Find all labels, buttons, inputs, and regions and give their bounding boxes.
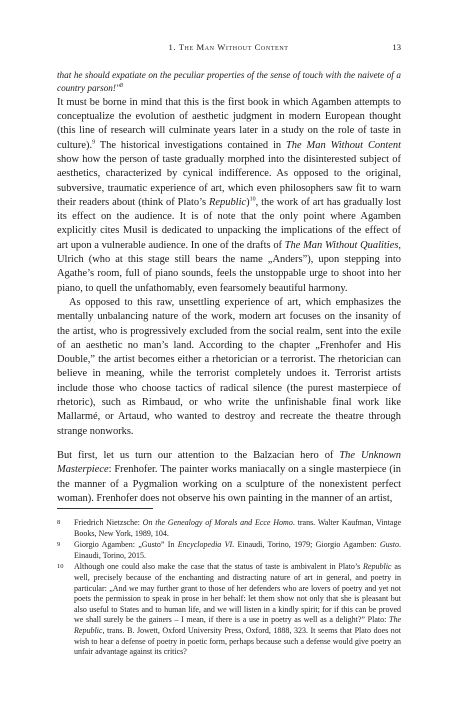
running-title: 1. The Man Without Content (168, 42, 289, 52)
book-title: Republic (209, 196, 247, 208)
footnote-item (57, 540, 401, 561)
text-run: But first, let us turn our attention to the Balzacian hero of (57, 449, 340, 461)
footnote-rule (57, 508, 153, 509)
text-run: ) (246, 196, 250, 208)
book-title: Republic (363, 562, 392, 572)
text-run: as well, precisely because of the enchanting and distracting nature of art in general, and poetry in particular: „And we may further grant to those of her defenders who are lovers of poetry and yet not poets the permission to speak in prose in her behalf: let them show not only that she is pleasant but also useful to States and to human life, and we will listen in a kindly spirit; for if this can be proved we shall surely be the gainers – I mean, if there is a use in poetry as well as a delight?” Plato: (74, 562, 401, 625)
text-run: It must be borne in mind that this is the first book in which Agamben attempts to conceptualize the evolution of aesthetic judgment in modern European thought (this line of research will culminate years later in a study on the role of taste in culture). (57, 96, 401, 151)
footnote-ref: 8 (119, 83, 123, 90)
text-run: Friedrich Nietzsche: (74, 518, 143, 527)
text-run: Although one could also make the case that the status of taste is ambivalent in Plato’s (74, 562, 364, 572)
page-number: 13 (392, 42, 401, 52)
text-run: . Einaudi, Torino, 1979; Giorgio Agamben: (232, 540, 380, 550)
book-title: Encyclopedia VI (177, 540, 233, 550)
paragraph-2: As opposed to this raw, unsettling experience of art, which emphasizes the mentally unbalancing nature of the work, modern art focuses on the insanity of the artist, who is progressively excluded from the social realm, sent into the exile of an aesthetic no man’s land. According to the chapter „Frenhofer and His Double,” the artist becomes either a rhetorician or a terrorist. The rhetorician can believe in meaning, while the terrorist completely undoes it. Terrorist artists include those who choose tactics of radical silence (the purest masterpiece of rhetoric), such as Rimbaud, or who write the unfinishable final work like Mallarmé, or Artaud, who wanted to destroy and recreate the theatre through strange nonworks. (57, 296, 401, 437)
paragraph-3 (57, 449, 401, 506)
main-text (57, 69, 401, 506)
footnote-number: 10 (57, 563, 64, 571)
text-run: , the work of art has gradually lost its effect on the audience. It is of note that the only point where Agamben explicitly cites Musil is dedicated to unpacking the implications of the effect of art upon a vulnerable audience. In one of the drafts of (57, 196, 401, 251)
text-run: : Frenhofer. The painter works maniacally on a single masterpiece (in the manner of a Pygmalion working on a sculpture of the nonexistent perfect woman). Frenhofer does not observe his own painting in the manner of an artist, (57, 464, 401, 504)
book-title: The Unknown Masterpiece (57, 449, 401, 476)
footnote-number: 9 (57, 541, 61, 549)
footnote-ref: 10 (249, 196, 256, 203)
text-run: . Einaudi, Torino, 2015. (74, 540, 401, 560)
text-run: Giorgio Agamben: „Gusto” In (74, 540, 178, 550)
footnotes (57, 518, 401, 659)
book-title: On the Genealogy of Morals and Ecce Homo (142, 518, 293, 527)
quote-text: that he should expatiate on the peculiar properties of the sense of touch with the naivete of a country parson!" (57, 70, 401, 94)
text-run: , trans. B. Jowett, Oxford University Press, Oxford, 1888, 323. It seems that Plato does not wish to hear a defense of poetry in poetic form, perhaps because such a defense would give poetry an unfair advantage against its critics? (74, 625, 401, 657)
running-header (56, 42, 401, 56)
text-run: The historical investigations contained in (95, 139, 286, 151)
book-title: Gusto (379, 540, 399, 550)
book-title: The Man Without Content (286, 139, 401, 151)
text-run: . trans. Walter Kaufman, Vintage Books, New York, 1989, 104. (74, 518, 401, 538)
footnote-item (57, 562, 401, 657)
paragraph-1 (57, 96, 401, 296)
footnote-item (57, 518, 401, 539)
text-run: , Ulrich (who at this stage still bears the name „Anders”), upon stepping into Agathe’s room, full of piano sounds, feels the unstoppable urge to shoot into her piano, to quell the unfathomably, even fearsomely beautiful harmony. (57, 239, 402, 294)
book-title: The Republic (74, 615, 401, 635)
text-run: show how the person of taste gradually morphed into the disinterested subject of aesthetics, characterized by cynical indifference. As opposed to the original, subversive, traumatic experience of art, which even philosophers saw fit to warn their readers about (think of Plato’s (57, 154, 401, 208)
footnote-ref: 9 (92, 139, 96, 146)
book-title: The Man Without Qualities (284, 239, 399, 251)
footnote-number: 8 (57, 519, 61, 526)
block-quote (57, 69, 401, 96)
